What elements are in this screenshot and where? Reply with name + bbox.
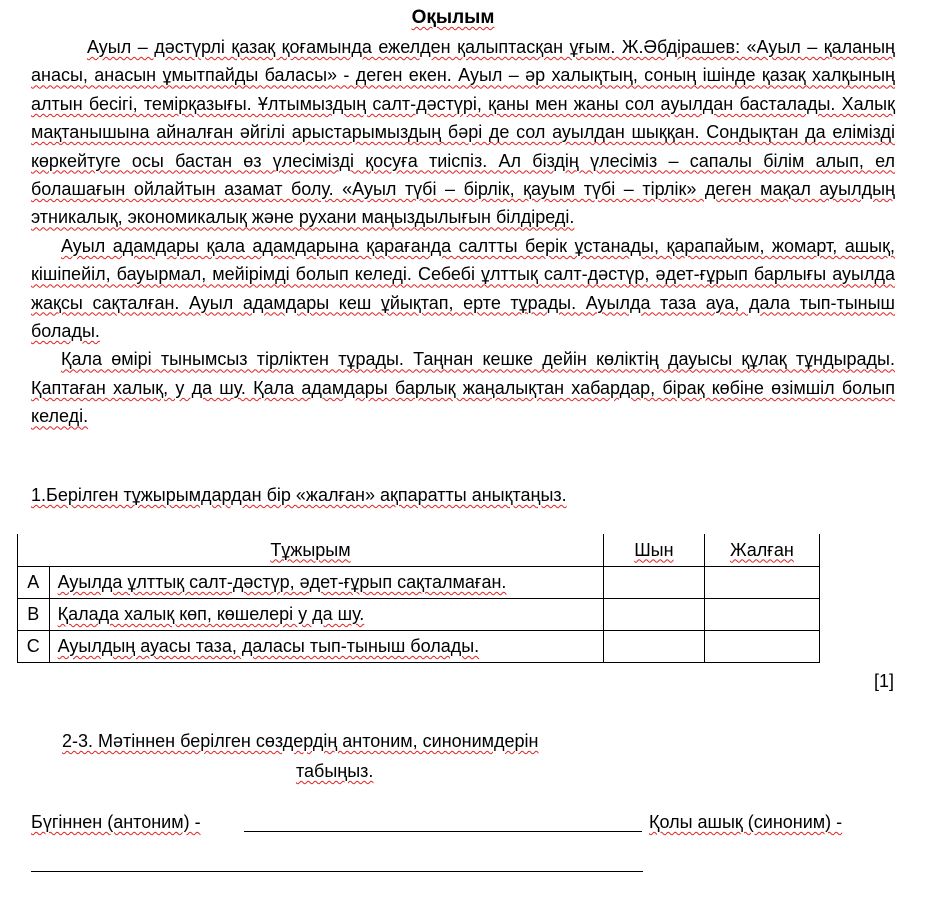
row-letter: В <box>18 599 50 631</box>
header-statement: Тұжырым <box>18 534 604 567</box>
false-answer-cell[interactable] <box>704 567 819 599</box>
row-letter: А <box>18 567 50 599</box>
true-answer-cell[interactable] <box>603 567 704 599</box>
true-answer-cell[interactable] <box>603 599 704 631</box>
false-answer-cell[interactable] <box>704 599 819 631</box>
false-answer-cell[interactable] <box>704 631 819 663</box>
passage-paragraph-1: Ауыл – дәстүрлі қазақ қоғамында ежелден қалыптасқан ұғым. Ж.Әбдірашев: «Ауыл – қаланың анасы, анасын ұмытпайды баласы» - деген екен. Ауыл – әр халықтың, соның ішінде қазақ халқының алтын бесігі, темірқазығы. Ұлтымыздың салт-дәстүрі, қаны мен жаны сол ауылдан басталады. Халық мақтанышына айналған әйгілі арыстарымыздың бәрі де сол ауылдан шыққан. Сондықтан да елімізді көркейтуге осы бастан өз үлесімізді қосуға тиіспіз. Ал біздің үлесіміз – сапалы білім алып, ел болашағын ойлайтын азамат болу. «Ауыл түбі – бірлік, қауым түбі – тірлік» деген мақал ауылдың этникалық, экономикалық және рухани маңыздылығын білдіреді. <box>31 37 895 228</box>
row-statement: Қалада халық көп, көшелері у да шу. <box>49 599 603 631</box>
question-1: 1.Берілген тұжырымдардан бір «жалған» ақпаратты анықтаңыз. <box>31 485 567 505</box>
true-false-table <box>17 534 820 663</box>
true-answer-cell[interactable] <box>603 631 704 663</box>
synonym-prompt: Қолы ашық (синоним) - <box>649 812 843 832</box>
question-2-3 <box>62 726 632 786</box>
score-mark: [1] <box>873 671 894 691</box>
header-false: Жалған <box>704 534 819 567</box>
header-true: Шын <box>603 534 704 567</box>
reading-passage <box>31 33 895 431</box>
table-row <box>18 599 820 631</box>
table-row <box>18 631 820 663</box>
page-title: Оқылым <box>411 7 495 28</box>
antonym-answer-line[interactable] <box>244 831 642 832</box>
row-statement: Ауылда ұлттық салт-дәстүр, әдет-ғұрып сақталмаған. <box>49 567 603 599</box>
passage-paragraph-2: Ауыл адамдары қала адамдарына қарағанда салтты берік ұстанады, қарапайым, жомарт, ашық, кішіпейіл, бауырмал, мейірімді болып келеді. Себебі ұлттық салт-дәстүр, әдет-ғұрып барлығы ауылда жақсы сақталған. Ауыл адамдары кеш ұйықтап, ерте тұрады. Ауылда таза ауа, дала тып-тыныш болады. <box>31 235 895 342</box>
row-statement: Ауылдың ауасы таза, даласы тып-тыныш болады. <box>49 631 603 663</box>
passage-paragraph-3: Қала өмірі тынымсыз тірліктен тұрады. Таңнан кешке дейін көліктің дауысы құлақ тұндырады. Қаптаған халық, у да шу. Қала адамдары барлық жаңалықтан хабардар, бірақ көбіне өзімшіл болып келеді. <box>31 349 895 427</box>
antonym-prompt: Бүгіннен (антоним) - <box>31 812 201 832</box>
table-row <box>18 567 820 599</box>
question-2-3-line-1: 2-3. Мәтіннен берілген сөздердің антоним, синонимдерін <box>62 731 539 751</box>
table-header-row <box>18 534 820 567</box>
row-letter: С <box>18 631 50 663</box>
question-2-3-line-2: табыңыз. <box>296 761 374 781</box>
synonym-answer-line[interactable] <box>31 871 643 872</box>
